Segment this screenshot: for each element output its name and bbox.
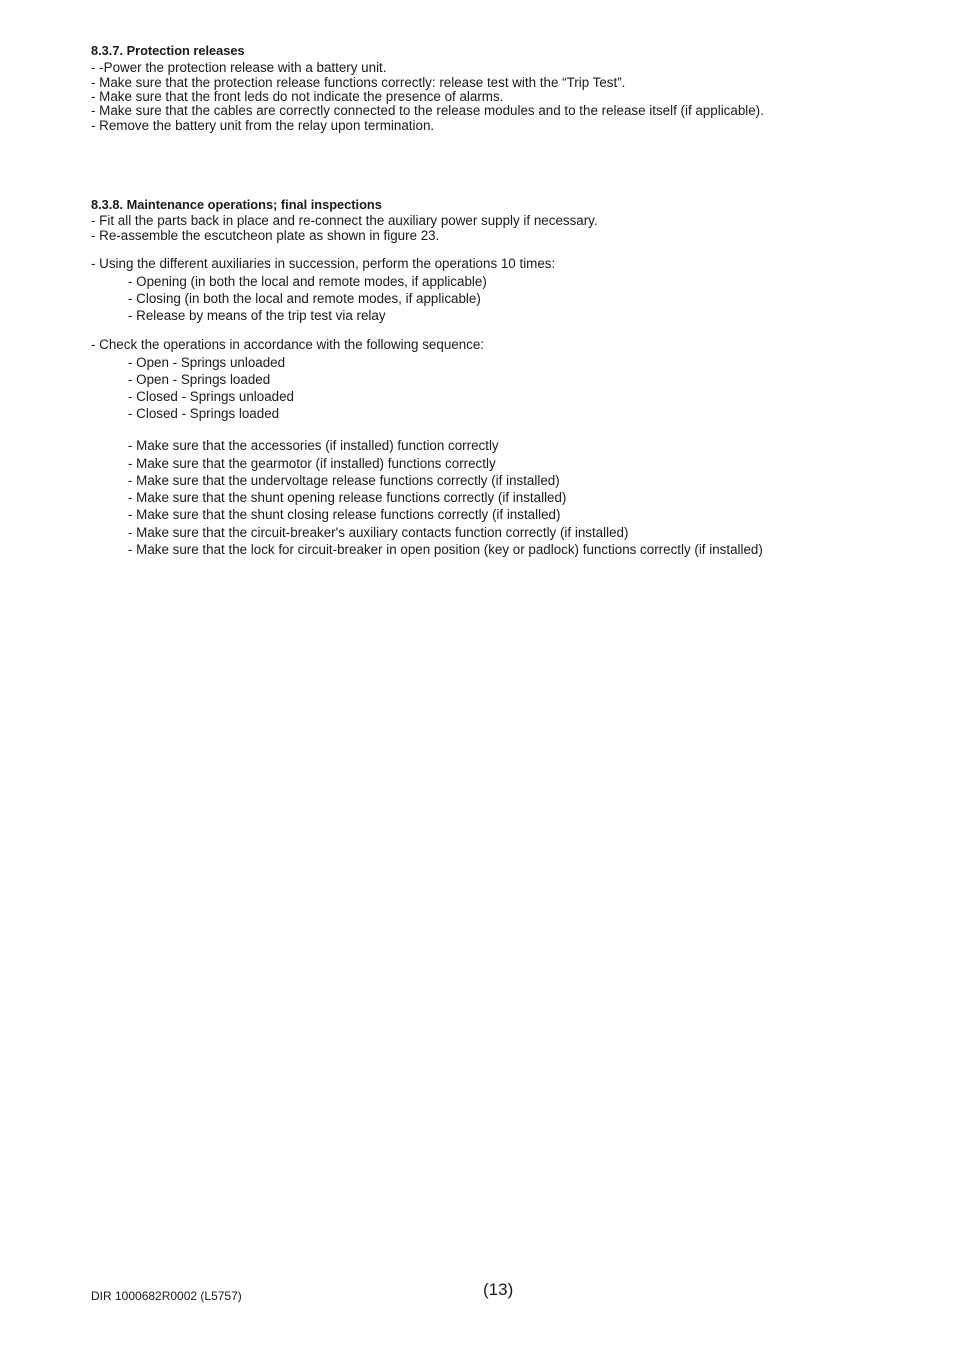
check-item: - Make sure that the lock for circuit-breaker in open position (key or padlock) functions correctly (if installed): [128, 542, 763, 557]
operation-item: - Release by means of the trip test via relay: [128, 308, 386, 323]
operation-item: - Closing (in both the local and remote modes, if applicable): [128, 291, 481, 306]
sequence-item: - Closed - Springs unloaded: [128, 389, 294, 404]
section-heading-8-3-8: 8.3.8. Maintenance operations; final inspections: [91, 197, 382, 212]
check-item: - Make sure that the accessories (if installed) function correctly: [128, 438, 499, 453]
document-reference: DIR 1000682R0002 (L5757): [91, 1289, 242, 1303]
sequence-item: - Closed - Springs loaded: [128, 406, 280, 421]
check-item: - Make sure that the circuit-breaker's auxiliary contacts function correctly (if installed): [128, 525, 629, 540]
sequence-item: - Open - Springs unloaded: [128, 355, 286, 370]
sequence-item: - Open - Springs loaded: [128, 372, 271, 387]
operations-intro: - Using the different auxiliaries in succession, perform the operations 10 times:: [91, 256, 556, 271]
check-item: - Make sure that the shunt closing release functions correctly (if installed): [128, 507, 561, 522]
list-item: - Make sure that the protection release functions correctly: release test with the “Trip Test”.: [91, 75, 626, 90]
check-item: - Make sure that the shunt opening release functions correctly (if installed): [128, 490, 567, 505]
page-number: (13): [483, 1280, 514, 1299]
list-item: - Make sure that the front leds do not indicate the presence of alarms.: [91, 89, 504, 104]
list-item: - Fit all the parts back in place and re-connect the auxiliary power supply if necessary.: [91, 213, 598, 228]
check-item: - Make sure that the gearmotor (if installed) functions correctly: [128, 456, 496, 471]
list-item: - Re-assemble the escutcheon plate as shown in figure 23.: [91, 228, 440, 243]
sequence-intro: - Check the operations in accordance with the following sequence:: [91, 337, 485, 352]
list-item: - Remove the battery unit from the relay upon termination.: [91, 118, 435, 133]
operation-item: - Opening (in both the local and remote modes, if applicable): [128, 274, 487, 289]
check-item: - Make sure that the undervoltage release functions correctly (if installed): [128, 473, 560, 488]
section-heading-8-3-7: 8.3.7. Protection releases: [91, 43, 245, 58]
list-item: - -Power the protection release with a battery unit.: [91, 60, 387, 75]
list-item: - Make sure that the cables are correctly connected to the release modules and to the release itself (if applicable).: [91, 103, 764, 118]
